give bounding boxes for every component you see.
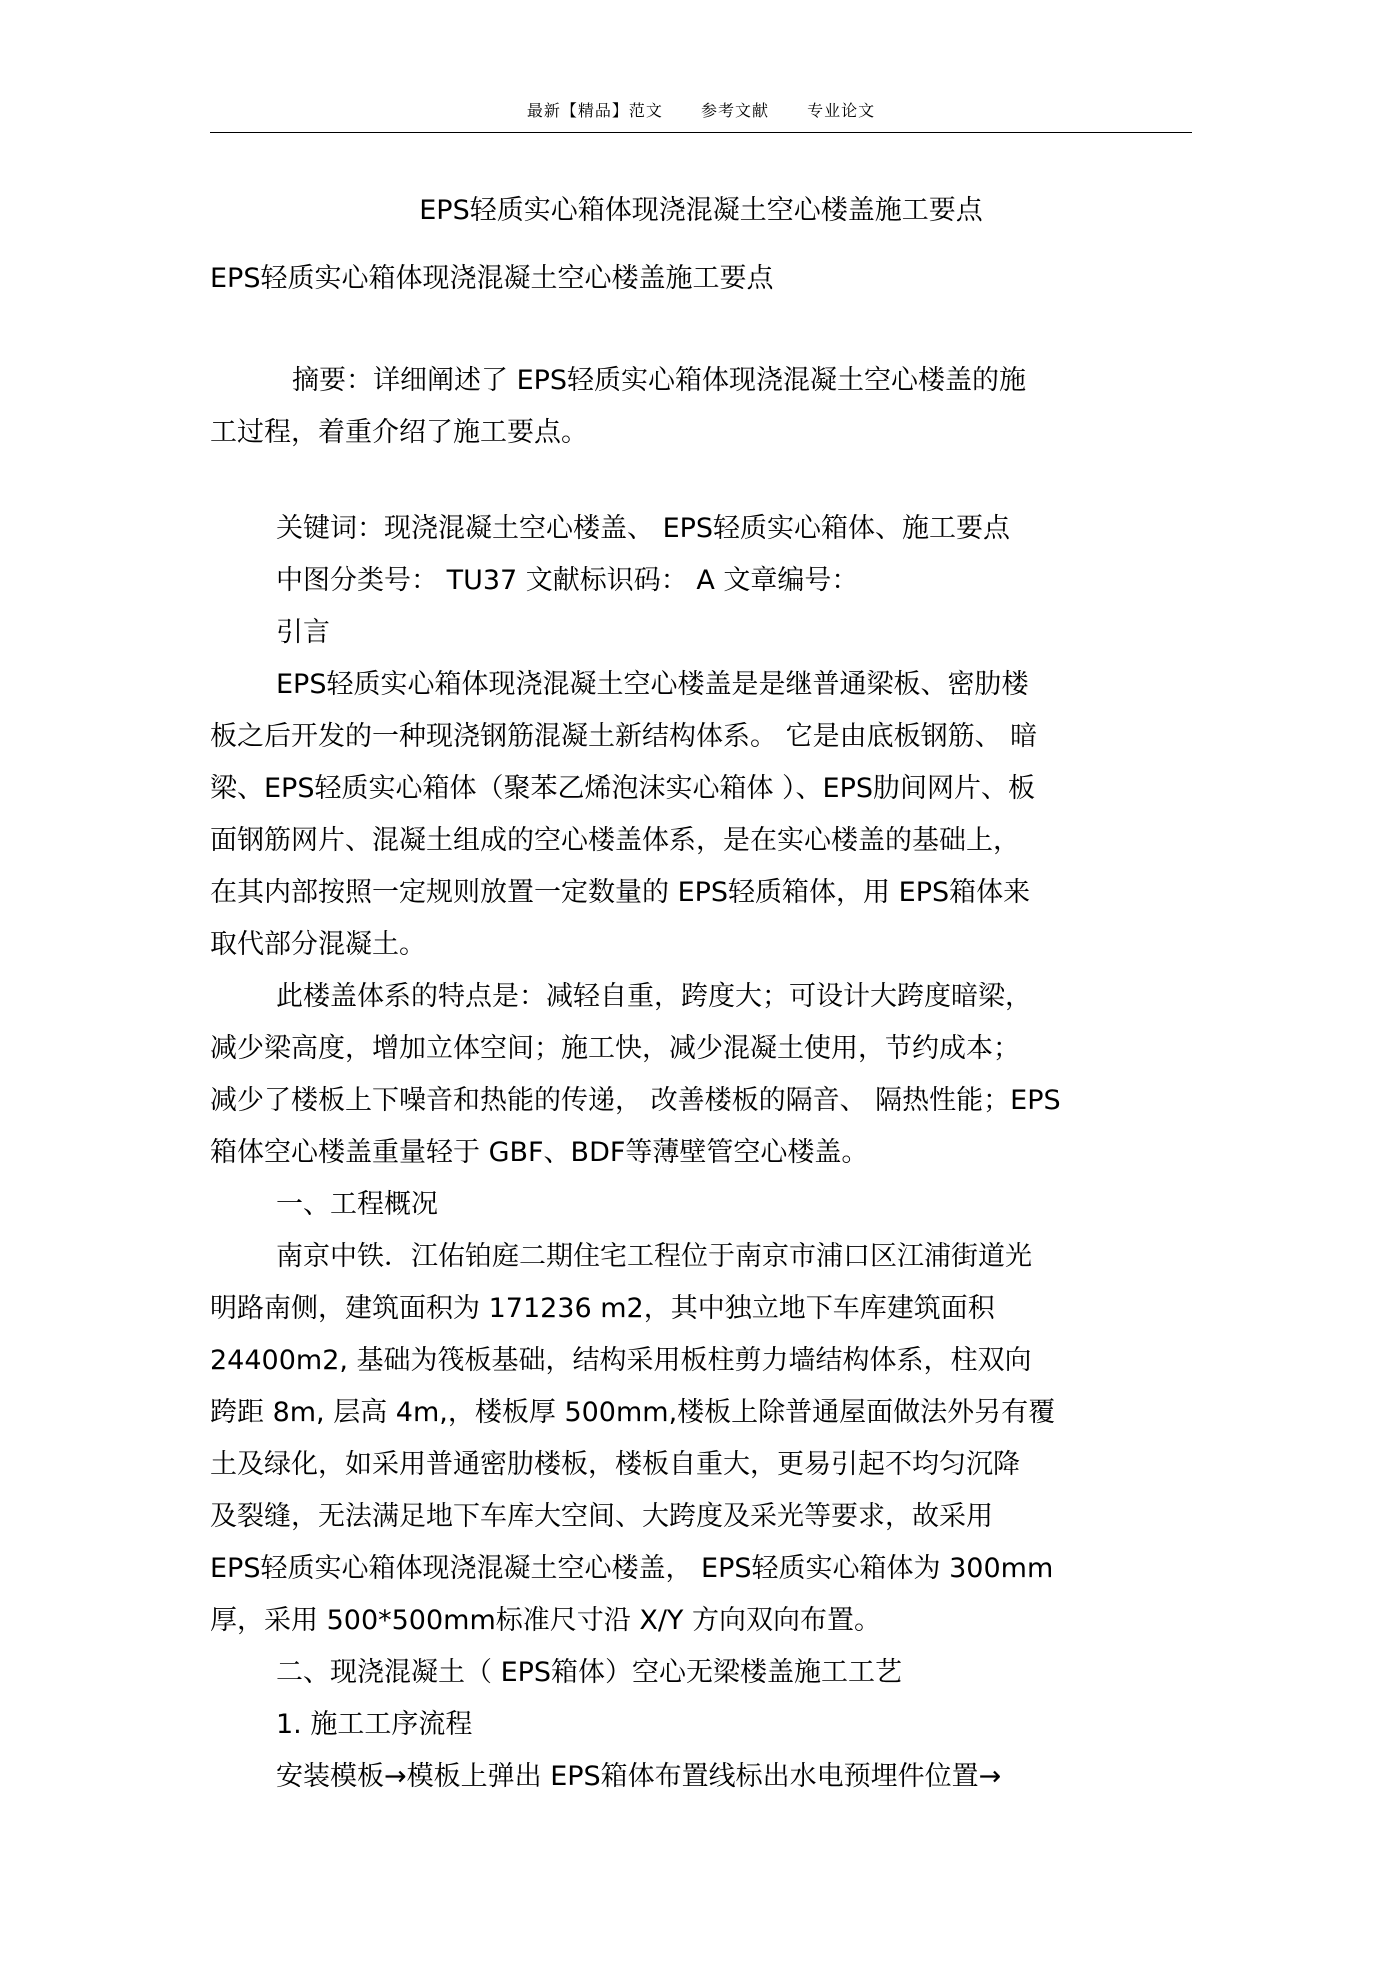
header-item: 最新【精品】范文 [526,101,663,120]
paragraph-line: 安装模板→模板上弹出 EPS箱体布置线标出水电预埋件位置→ [276,1761,1002,1792]
classification-line: 中图分类号： TU37 文献标识码： A 文章编号： [276,565,859,596]
section-heading: 二、现浇混凝土（ EPS箱体）空心无梁楼盖施工工艺 [276,1657,903,1688]
abstract-line: 工过程，着重介绍了施工要点。 [210,417,588,448]
header-divider [210,132,1192,133]
paragraph-line: 板之后开发的一种现浇钢筋混凝土新结构体系。 它是由底板钢筋、 暗 [210,721,1038,752]
paragraph-line: 减少梁高度，增加立体空间；施工快，减少混凝土使用，节约成本； [210,1033,1020,1064]
paragraph-line: 土及绿化，如采用普通密肋楼板，楼板自重大，更易引起不均匀沉降 [210,1449,1020,1480]
paragraph-line: 取代部分混凝土。 [210,929,426,960]
paragraph-line: 明路南侧，建筑面积为 171236 m2，其中独立地下车库建筑面积 [210,1293,995,1324]
section-heading: 引言 [276,617,330,648]
paragraph-line: EPS轻质实心箱体现浇混凝土空心楼盖， EPS轻质实心箱体为 300mm [210,1553,1054,1584]
page-header [210,98,1192,130]
paragraph-line: 面钢筋网片、混凝土组成的空心楼盖体系，是在实心楼盖的基础上， [210,825,1020,856]
section-heading: 一、工程概况 [276,1189,438,1220]
subsection-heading: 1. 施工工序流程 [276,1709,473,1740]
document-body [210,355,1200,1803]
paragraph-line: 24400m2, 基础为筏板基础，结构采用板柱剪力墙结构体系，柱双向 [210,1345,1032,1376]
document-title: EPS轻质实心箱体现浇混凝土空心楼盖施工要点 [419,195,983,226]
paragraph-gap [210,459,1200,503]
paragraph-line: 及裂缝，无法满足地下车库大空间、大跨度及采光等要求，故采用 [210,1501,993,1532]
abstract-line: 摘要：详细阐述了 EPS轻质实心箱体现浇混凝土空心楼盖的施 [292,365,1027,396]
paragraph-line: 梁、EPS轻质实心箱体（聚苯乙烯泡沫实心箱体 ）、EPS肋间网片、板 [210,773,1036,804]
paragraph-line: 箱体空心楼盖重量轻于 GBF、BDF等薄壁管空心楼盖。 [210,1137,869,1168]
paragraph-line: 厚，采用 500*500mm标准尺寸沿 X/Y 方向双向布置。 [210,1605,882,1636]
paragraph-line: EPS轻质实心箱体现浇混凝土空心楼盖是是继普通梁板、密肋楼 [276,669,1029,700]
paragraph-line: 跨距 8m, 层高 4m,，楼板厚 500mm,楼板上除普通屋面做法外另有覆 [210,1397,1056,1428]
header-item: 参考文献 [700,101,769,120]
paragraph-line: 南京中铁．江佑铂庭二期住宅工程位于南京市浦口区江浦街道光 [276,1241,1032,1272]
header-item: 专业论文 [807,101,876,120]
paragraph-line: 在其内部按照一定规则放置一定数量的 EPS轻质箱体，用 EPS箱体来 [210,877,1031,908]
paragraph-line: 减少了楼板上下噪音和热能的传递， 改善楼板的隔音、 隔热性能；EPS [210,1085,1061,1116]
document-subtitle: EPS轻质实心箱体现浇混凝土空心楼盖施工要点 [210,263,774,294]
paragraph-line: 此楼盖体系的特点是：减轻自重，跨度大；可设计大跨度暗梁， [276,981,1032,1012]
keywords-line: 关键词：现浇混凝土空心楼盖、 EPS轻质实心箱体、施工要点 [276,513,1011,544]
